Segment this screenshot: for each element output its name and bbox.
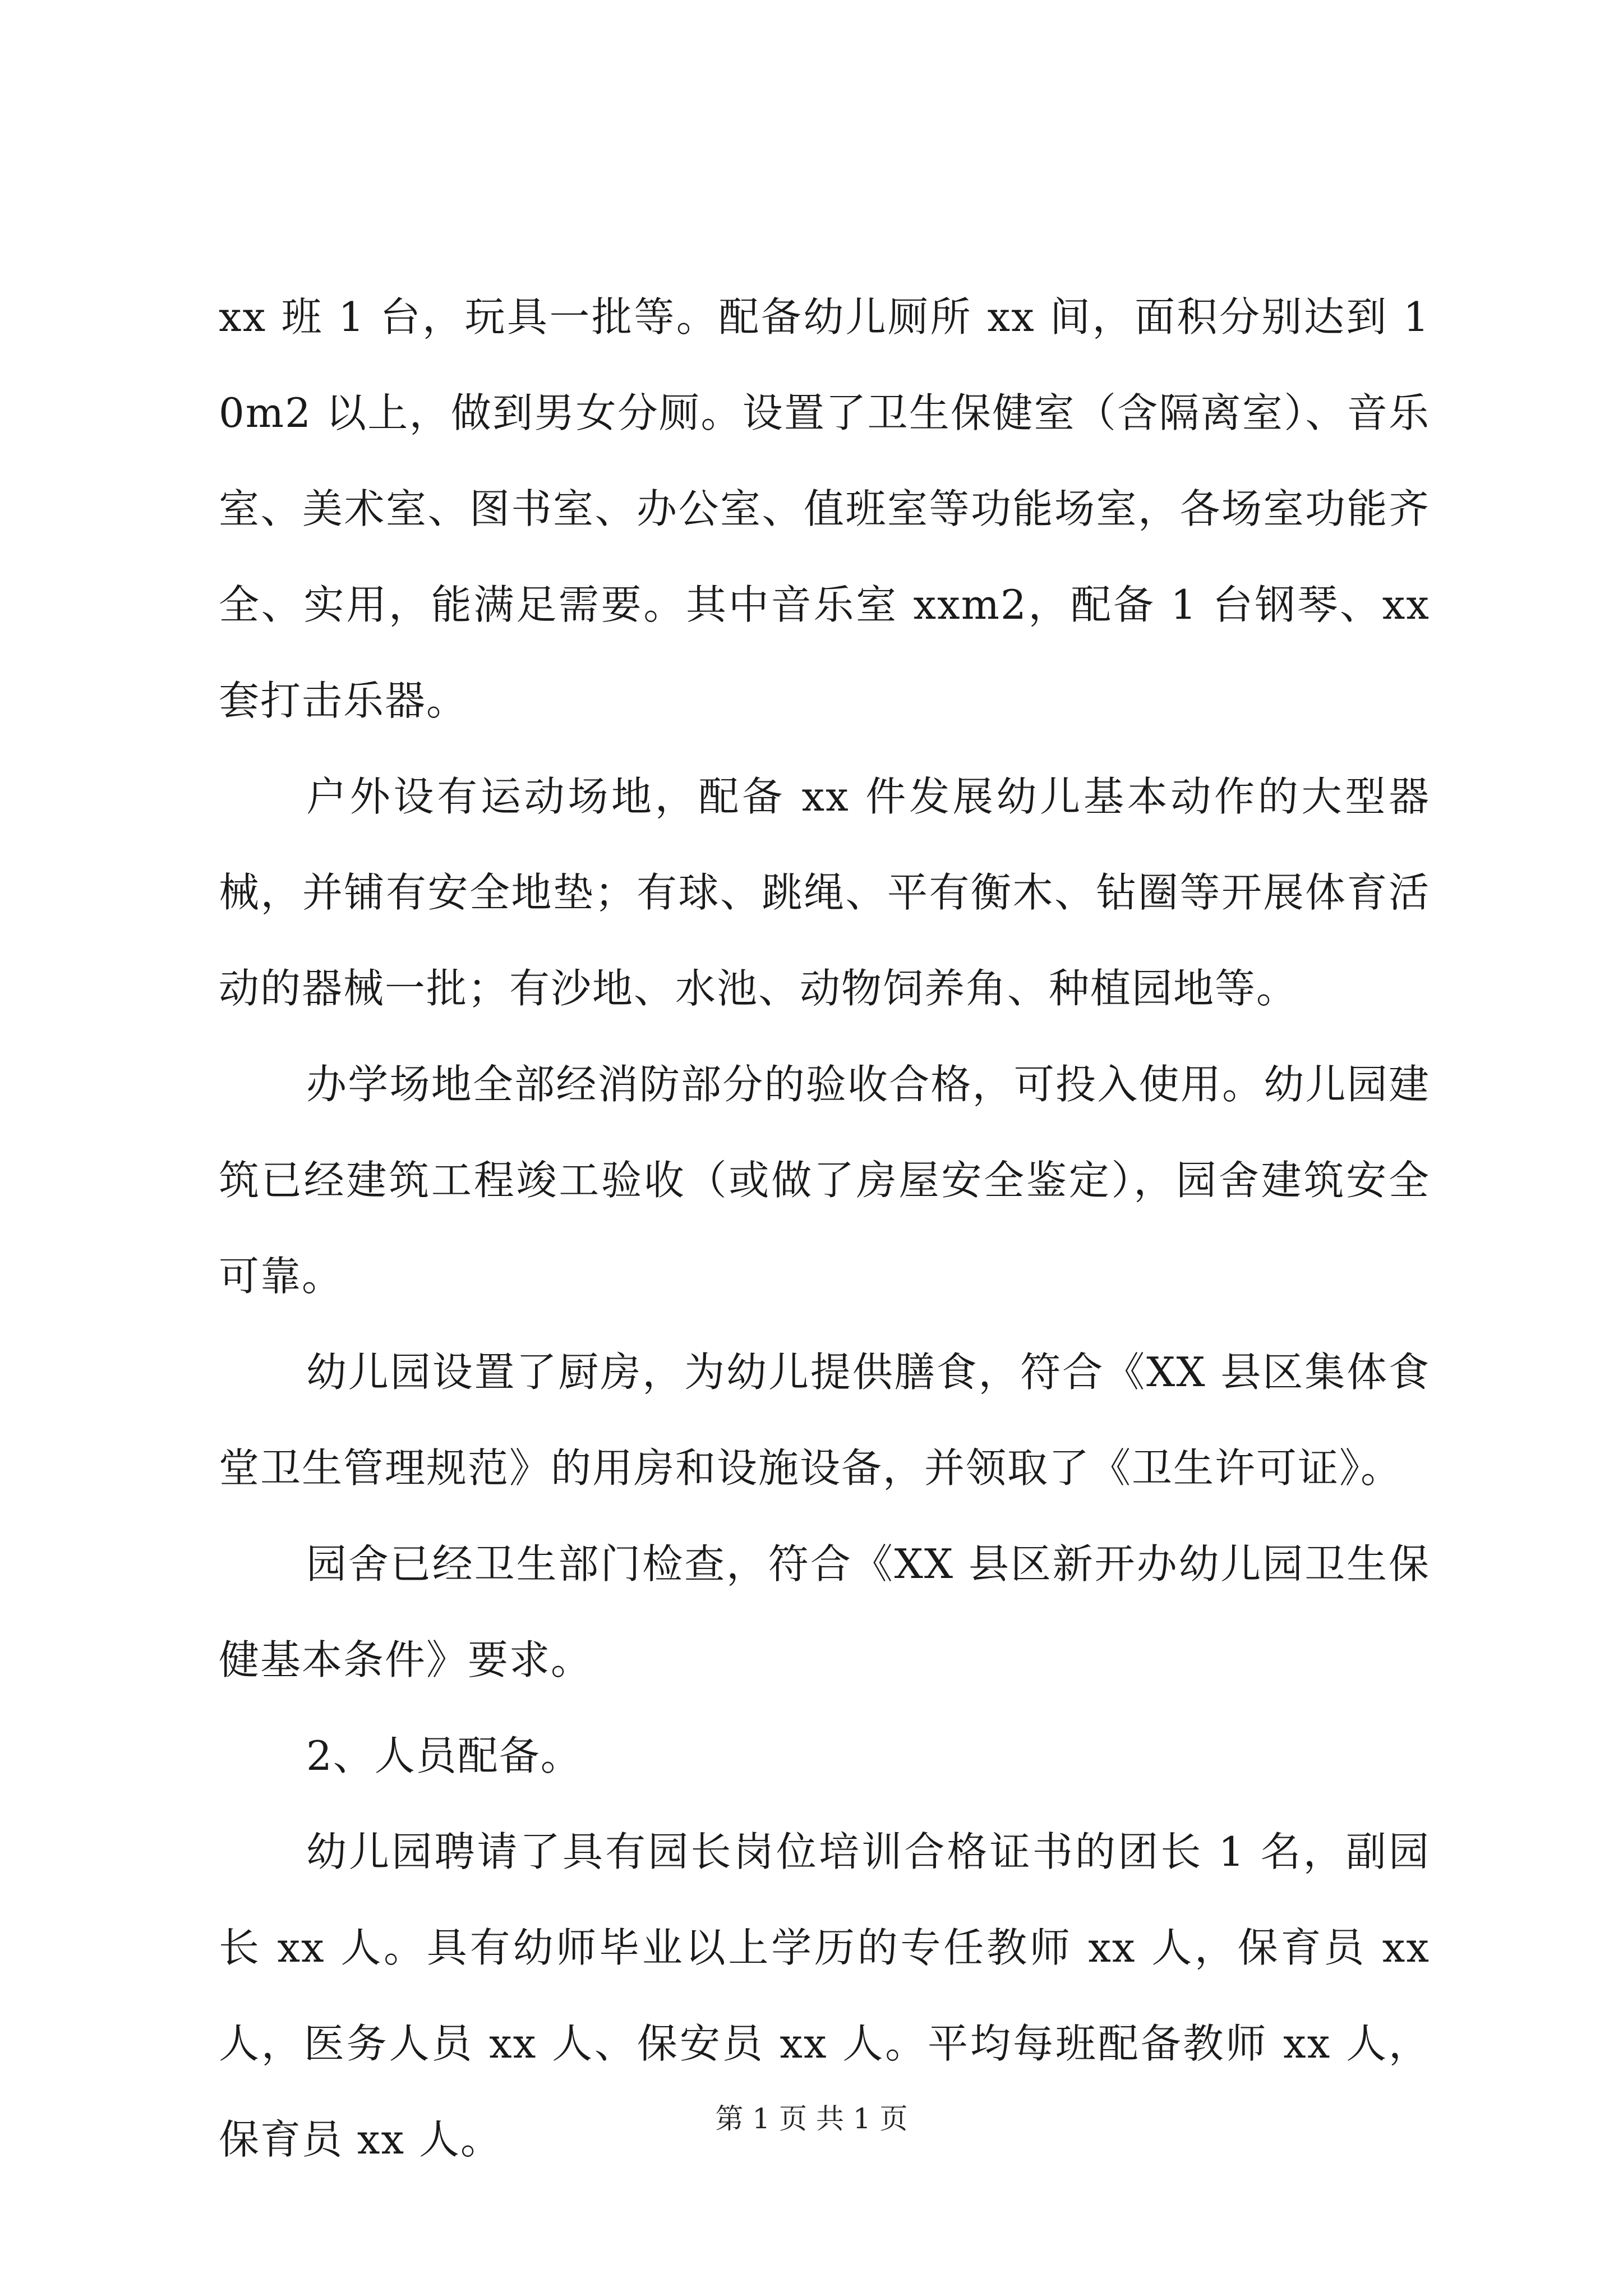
paragraph-1: xx 班 1 台，玩具一批等。配备幼儿厕所 xx 间，面积分别达到 10m2 以上，做到男女分厕。设置了卫生保健室（含隔离室）、音乐室、美术室、图书室、办公室、值班室等功能场室，各场室功能齐全、实用，能满足需要。其中音乐室 xxm2，配备 1 台钢琴、xx 套打击乐器。 <box>219 293 1430 724</box>
section-heading-staffing: 2、人员配备。 <box>306 1732 582 1779</box>
paragraph-7: 幼儿园聘请了具有园长岗位培训合格证书的团长 1 名，副园长 xx 人。具有幼师毕业以上学历的专任教师 xx 人，保育员 xx 人，医务人员 xx 人、保安员 xx 人。平均每班配备教师 xx 人，保育员 xx 人。 <box>219 1828 1430 2163</box>
paragraph-2: 户外设有运动场地，配备 xx 件发展幼儿基本动作的大型器械，并铺有安全地垫；有球、跳绳、平有衡木、钻圈等开展体育活动的器械一批；有沙地、水池、动物饲养角、种植园地等。 <box>219 773 1430 1012</box>
paragraph-5: 园舍已经卫生部门检查，符合《XX 县区新开办幼儿园卫生保健基本条件》要求。 <box>219 1540 1430 1683</box>
paragraph-3: 办学场地全部经消防部分的验收合格，可投入使用。幼儿园建筑已经建筑工程竣工验收（或做了房屋安全鉴定），园舍建筑安全可靠。 <box>219 1061 1430 1300</box>
page-footer: 第 1 页 共 1 页 <box>715 2102 908 2135</box>
document-body <box>219 269 1430 2188</box>
paragraph-4: 幼儿园设置了厨房，为幼儿提供膳食，符合《XX 县区集体食堂卫生管理规范》的用房和设施设备，并领取了《卫生许可证》。 <box>219 1349 1430 1492</box>
